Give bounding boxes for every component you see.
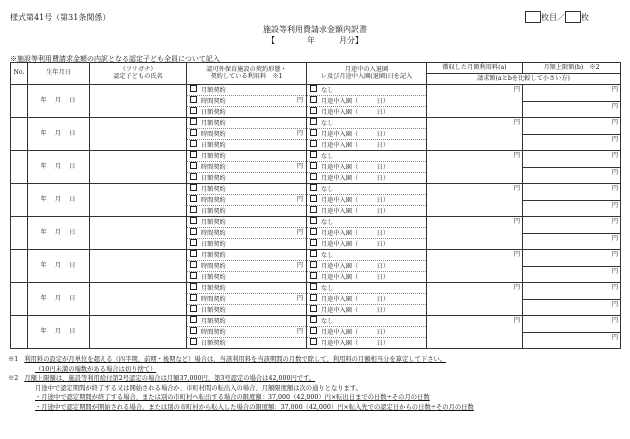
child-name-cell[interactable] bbox=[90, 85, 187, 118]
table-row bbox=[11, 283, 621, 316]
col-move-line2: レ及び月途中入園(退園)日を記入 bbox=[320, 72, 413, 80]
claim-amount-field[interactable] bbox=[523, 267, 620, 282]
move-option-label: なし bbox=[321, 318, 334, 325]
col-fee: 徴収した月額利用料(a) bbox=[427, 63, 523, 74]
contract-option bbox=[187, 261, 306, 272]
move-option bbox=[307, 294, 426, 305]
page-total-box[interactable] bbox=[565, 11, 581, 23]
move-option bbox=[307, 338, 426, 348]
contract-option-label: 日額契約 bbox=[201, 175, 226, 182]
col-move-line1: 月途中の入退園 bbox=[344, 65, 389, 73]
monthly-cap-field[interactable] bbox=[523, 85, 620, 102]
yen-unit: 円 bbox=[296, 97, 303, 104]
move-option-label: 月途中入園（ 日） bbox=[321, 263, 390, 270]
child-name-cell[interactable] bbox=[90, 283, 187, 316]
note-2-bullet-1-text: ・月途中で認定期間が終了する場合、または別の市町村へ転出する場合の限度額：37,000（42,000）円×転出日までの日数÷その月の日数 bbox=[35, 394, 430, 401]
contract-option-label: 月額契約 bbox=[201, 252, 226, 259]
checkbox-icon[interactable] bbox=[190, 316, 197, 323]
col-claim: 請求額(aとbを比較して小さい方) bbox=[427, 74, 621, 85]
note-2-bullet-2-text: ・月途中で認定期間が開始される場合、または別の市町村から転入した場合の限度額：37,000（42,000）円×転入先での認定日からの日数÷その月の日数 bbox=[35, 403, 474, 411]
contract-type-cell bbox=[187, 151, 307, 184]
move-option-label: 月途中入園（ 日） bbox=[321, 241, 390, 248]
yen-unit: 円 bbox=[611, 301, 618, 308]
checkbox-icon[interactable] bbox=[310, 272, 317, 279]
note-1-text: 利用料の設定が月単位を超える（四半期、前期・後期など）場合は、当該利用料を当該期間の月数で除して、利用料の月額相当分を算定して下さい。 bbox=[24, 356, 447, 363]
yen-unit: 円 bbox=[611, 284, 618, 291]
birth-date-cell[interactable]: 年 月 日 bbox=[28, 250, 90, 283]
checkbox-icon[interactable] bbox=[310, 96, 317, 103]
move-option bbox=[307, 305, 426, 315]
contract-type-cell bbox=[187, 217, 307, 250]
contract-option bbox=[187, 316, 306, 327]
contract-option bbox=[187, 338, 306, 348]
contract-option-label: 日額契約 bbox=[201, 340, 226, 347]
move-in-out-cell bbox=[307, 85, 427, 118]
checkbox-icon[interactable] bbox=[310, 239, 317, 246]
move-option bbox=[307, 250, 426, 261]
cap-and-claim-cell bbox=[523, 151, 621, 184]
move-option bbox=[307, 173, 426, 183]
yen-unit: 円 bbox=[296, 130, 303, 137]
move-option-label: なし bbox=[321, 285, 334, 292]
checkbox-icon[interactable] bbox=[310, 228, 317, 235]
move-option-label: なし bbox=[321, 219, 334, 226]
breakdown-table bbox=[10, 62, 621, 349]
fee-collected-cell[interactable] bbox=[427, 151, 523, 184]
cap-and-claim-cell bbox=[523, 184, 621, 217]
yen-unit: 円 bbox=[296, 295, 303, 302]
cap-and-claim-cell bbox=[523, 283, 621, 316]
yen-unit: 円 bbox=[611, 86, 618, 93]
yen-unit: 円 bbox=[513, 152, 520, 159]
note-2-bullet-1 bbox=[8, 393, 628, 403]
child-name-cell[interactable] bbox=[90, 250, 187, 283]
move-option bbox=[307, 96, 426, 107]
contract-option-label: 月額契約 bbox=[201, 153, 226, 160]
contract-option bbox=[187, 217, 306, 228]
checkbox-icon[interactable] bbox=[190, 261, 197, 268]
checkbox-icon[interactable] bbox=[190, 184, 197, 191]
checkbox-icon[interactable] bbox=[310, 327, 317, 334]
checkbox-icon[interactable] bbox=[190, 162, 197, 169]
checkbox-icon[interactable] bbox=[190, 228, 197, 235]
checkbox-icon[interactable] bbox=[310, 184, 317, 191]
move-option-label: 月途中入園（ 日） bbox=[321, 340, 390, 347]
note-2-bullet-2 bbox=[8, 403, 628, 413]
yen-unit: 円 bbox=[296, 328, 303, 335]
contract-option bbox=[187, 85, 306, 96]
col-move bbox=[307, 63, 427, 85]
contract-option bbox=[187, 250, 306, 261]
move-option bbox=[307, 228, 426, 239]
checkbox-icon[interactable] bbox=[190, 85, 197, 92]
move-option-label: 月途中入園（ 日） bbox=[321, 142, 390, 149]
yen-unit: 円 bbox=[611, 119, 618, 126]
contract-option-label: 時間契約 bbox=[201, 197, 226, 204]
child-name-cell[interactable] bbox=[90, 184, 187, 217]
checkbox-icon[interactable] bbox=[310, 151, 317, 158]
table-row bbox=[11, 217, 621, 250]
move-in-out-cell bbox=[307, 118, 427, 151]
contract-option bbox=[187, 184, 306, 195]
move-option bbox=[307, 140, 426, 150]
move-option bbox=[307, 107, 426, 117]
claim-amount-field[interactable] bbox=[523, 201, 620, 216]
contract-option-label: 月額契約 bbox=[201, 285, 226, 292]
claim-amount-field[interactable] bbox=[523, 234, 620, 249]
move-option bbox=[307, 327, 426, 338]
col-name bbox=[90, 63, 187, 85]
col-contract-line2: 契約している利用料 ※1 bbox=[210, 72, 283, 80]
yen-unit: 円 bbox=[513, 251, 520, 258]
move-option bbox=[307, 162, 426, 173]
intro-note: ※施設等利用費請求金額の内訳となる認定子ども全員について記入 bbox=[10, 55, 220, 63]
col-contract bbox=[187, 63, 307, 85]
move-in-out-cell bbox=[307, 250, 427, 283]
checkbox-icon[interactable] bbox=[190, 294, 197, 301]
checkbox-icon[interactable] bbox=[310, 261, 317, 268]
yen-unit: 円 bbox=[611, 185, 618, 192]
checkbox-icon[interactable] bbox=[190, 118, 197, 125]
child-name-cell[interactable] bbox=[90, 151, 187, 184]
contract-type-cell bbox=[187, 118, 307, 151]
fee-collected-cell[interactable] bbox=[427, 184, 523, 217]
cap-and-claim-cell bbox=[523, 250, 621, 283]
col-name-label: 認定子どもの氏名 bbox=[113, 72, 163, 80]
checkbox-icon[interactable] bbox=[190, 129, 197, 136]
cap-and-claim-cell bbox=[523, 316, 621, 349]
checkbox-icon[interactable] bbox=[190, 272, 197, 279]
contract-option bbox=[187, 118, 306, 129]
checkbox-icon[interactable] bbox=[190, 217, 197, 224]
move-option bbox=[307, 184, 426, 195]
contract-type-cell bbox=[187, 283, 307, 316]
contract-option-label: 時間契約 bbox=[201, 230, 226, 237]
move-option-label: 月途中入園（ 日） bbox=[321, 208, 390, 215]
checkbox-icon[interactable] bbox=[310, 283, 317, 290]
child-name-cell[interactable] bbox=[90, 316, 187, 349]
contract-option bbox=[187, 206, 306, 216]
page-counter bbox=[525, 11, 589, 23]
contract-option bbox=[187, 228, 306, 239]
row-number-cell[interactable] bbox=[11, 283, 28, 316]
move-option bbox=[307, 217, 426, 228]
contract-option-label: 日額契約 bbox=[201, 241, 226, 248]
yen-unit: 円 bbox=[296, 196, 303, 203]
move-option bbox=[307, 195, 426, 206]
page-suffix-1: 枚目／ bbox=[541, 12, 565, 22]
yen-unit: 円 bbox=[611, 152, 618, 159]
cap-and-claim-cell bbox=[523, 217, 621, 250]
yen-unit: 円 bbox=[513, 119, 520, 126]
contract-type-cell bbox=[187, 184, 307, 217]
contract-option-label: 日額契約 bbox=[201, 307, 226, 314]
contract-option-label: 時間契約 bbox=[201, 329, 226, 336]
move-option bbox=[307, 118, 426, 129]
birth-date-cell[interactable]: 年 月 日 bbox=[28, 316, 90, 349]
move-option-label: 月途中入園（ 日） bbox=[321, 175, 390, 182]
col-birth: 生年月日 bbox=[28, 63, 90, 85]
checkbox-icon[interactable] bbox=[190, 305, 197, 312]
contract-option bbox=[187, 272, 306, 282]
note-1-sub-text: （10円未満の端数がある場合は切り捨て） bbox=[35, 365, 157, 373]
note-1 bbox=[8, 355, 628, 365]
monthly-cap-field[interactable] bbox=[523, 250, 620, 267]
cap-and-claim-cell bbox=[523, 85, 621, 118]
yen-unit: 円 bbox=[611, 251, 618, 258]
checkbox-icon[interactable] bbox=[310, 162, 317, 169]
monthly-cap-field[interactable] bbox=[523, 217, 620, 234]
move-option-label: なし bbox=[321, 186, 334, 193]
contract-type-cell bbox=[187, 250, 307, 283]
table-row bbox=[11, 118, 621, 151]
move-option-label: 月途中入園（ 日） bbox=[321, 109, 390, 116]
birth-date-cell[interactable]: 年 月 日 bbox=[28, 151, 90, 184]
form-number: 様式第41号（第31条関係） bbox=[10, 13, 111, 22]
row-number-cell[interactable] bbox=[11, 118, 28, 151]
contract-option-label: 月額契約 bbox=[201, 318, 226, 325]
contract-option bbox=[187, 96, 306, 107]
move-option-label: 月途中入園（ 日） bbox=[321, 98, 390, 105]
row-number-cell[interactable] bbox=[11, 151, 28, 184]
claim-amount-field[interactable] bbox=[523, 300, 620, 315]
claim-amount-field[interactable] bbox=[523, 168, 620, 183]
move-option-label: 月途中入園（ 日） bbox=[321, 274, 390, 281]
col-no: No. bbox=[11, 63, 28, 85]
yen-unit: 円 bbox=[513, 317, 520, 324]
checkbox-icon[interactable] bbox=[310, 140, 317, 147]
checkbox-icon[interactable] bbox=[190, 239, 197, 246]
checkbox-icon[interactable] bbox=[310, 305, 317, 312]
contract-option-label: 日額契約 bbox=[201, 274, 226, 281]
checkbox-icon[interactable] bbox=[310, 85, 317, 92]
birth-date-cell[interactable]: 年 月 日 bbox=[28, 217, 90, 250]
page-suffix-2: 枚 bbox=[581, 12, 589, 22]
contract-option-label: 時間契約 bbox=[201, 98, 226, 105]
row-number-cell[interactable] bbox=[11, 250, 28, 283]
fee-collected-cell[interactable] bbox=[427, 316, 523, 349]
fee-collected-cell[interactable] bbox=[427, 217, 523, 250]
fee-collected-cell[interactable] bbox=[427, 118, 523, 151]
fee-collected-cell[interactable] bbox=[427, 85, 523, 118]
checkbox-icon[interactable] bbox=[310, 217, 317, 224]
contract-option bbox=[187, 140, 306, 150]
move-option bbox=[307, 206, 426, 216]
contract-option bbox=[187, 305, 306, 315]
page-number-box[interactable] bbox=[525, 11, 541, 23]
checkbox-icon[interactable] bbox=[310, 195, 317, 202]
yen-unit: 円 bbox=[611, 136, 618, 143]
move-option-label: なし bbox=[321, 153, 334, 160]
contract-option bbox=[187, 294, 306, 305]
monthly-cap-field[interactable] bbox=[523, 151, 620, 168]
checkbox-icon[interactable] bbox=[190, 151, 197, 158]
yen-unit: 円 bbox=[611, 235, 618, 242]
checkbox-icon[interactable] bbox=[310, 129, 317, 136]
checkbox-icon[interactable] bbox=[190, 327, 197, 334]
checkbox-icon[interactable] bbox=[190, 338, 197, 345]
note-2-sub: 月途中で認定期間が終了する又は開始される場合か、市町村間の転出入の場合、月額限度額は次の通りとなります。 bbox=[35, 384, 362, 392]
yen-unit: 円 bbox=[296, 229, 303, 236]
checkbox-icon[interactable] bbox=[190, 173, 197, 180]
table-row bbox=[11, 184, 621, 217]
checkbox-icon[interactable] bbox=[310, 338, 317, 345]
move-in-out-cell bbox=[307, 316, 427, 349]
yen-unit: 円 bbox=[296, 262, 303, 269]
move-option-label: なし bbox=[321, 87, 334, 94]
move-in-out-cell bbox=[307, 283, 427, 316]
child-name-cell[interactable] bbox=[90, 217, 187, 250]
move-option-label: 月途中入園（ 日） bbox=[321, 296, 390, 303]
table-row bbox=[11, 316, 621, 349]
checkbox-icon[interactable] bbox=[310, 250, 317, 257]
table-row bbox=[11, 250, 621, 283]
contract-type-cell bbox=[187, 316, 307, 349]
move-option-label: 月途中入園（ 日） bbox=[321, 131, 390, 138]
monthly-cap-field[interactable] bbox=[523, 283, 620, 300]
row-number-cell[interactable] bbox=[11, 184, 28, 217]
move-option bbox=[307, 239, 426, 249]
contract-option-label: 日額契約 bbox=[201, 142, 226, 149]
cap-and-claim-cell bbox=[523, 118, 621, 151]
move-option bbox=[307, 272, 426, 282]
yen-unit: 円 bbox=[611, 317, 618, 324]
col-contract-line1: 認可外保育施設の契約形態・ bbox=[206, 65, 287, 73]
yen-unit: 円 bbox=[513, 185, 520, 192]
move-option-label: 月途中入園（ 日） bbox=[321, 307, 390, 314]
yen-unit: 円 bbox=[611, 202, 618, 209]
table-row bbox=[11, 151, 621, 184]
checkbox-icon[interactable] bbox=[310, 294, 317, 301]
checkbox-icon[interactable] bbox=[310, 316, 317, 323]
contract-option-label: 日額契約 bbox=[201, 208, 226, 215]
move-in-out-cell bbox=[307, 151, 427, 184]
col-cap: 月額上限額(b) ※2 bbox=[523, 63, 621, 74]
note-1-sub bbox=[8, 365, 628, 375]
checkbox-icon[interactable] bbox=[310, 107, 317, 114]
monthly-cap-field[interactable] bbox=[523, 118, 620, 135]
fee-collected-cell[interactable] bbox=[427, 283, 523, 316]
checkbox-icon[interactable] bbox=[190, 283, 197, 290]
move-option bbox=[307, 129, 426, 140]
checkbox-icon[interactable] bbox=[190, 96, 197, 103]
contract-option bbox=[187, 129, 306, 140]
move-option-label: 月途中入園（ 日） bbox=[321, 230, 390, 237]
claim-amount-field[interactable] bbox=[523, 135, 620, 150]
yen-unit: 円 bbox=[611, 268, 618, 275]
row-number-cell[interactable] bbox=[11, 85, 28, 118]
contract-option-label: 時間契約 bbox=[201, 164, 226, 171]
contract-option-label: 月額契約 bbox=[201, 87, 226, 94]
contract-option-label: 時間契約 bbox=[201, 296, 226, 303]
checkbox-icon[interactable] bbox=[310, 206, 317, 213]
yen-unit: 円 bbox=[611, 334, 618, 341]
footnotes bbox=[8, 355, 628, 412]
contract-option bbox=[187, 195, 306, 206]
child-name-cell[interactable] bbox=[90, 118, 187, 151]
note-1-mark: ※1 bbox=[8, 356, 19, 363]
move-option bbox=[307, 261, 426, 272]
birth-date-cell[interactable]: 年 月 日 bbox=[28, 118, 90, 151]
yen-unit: 円 bbox=[513, 218, 520, 225]
yen-unit: 円 bbox=[513, 284, 520, 291]
move-option-label: 月途中入園（ 日） bbox=[321, 197, 390, 204]
note-2 bbox=[8, 374, 628, 384]
contract-option-label: 時間契約 bbox=[201, 131, 226, 138]
checkbox-icon[interactable] bbox=[310, 118, 317, 125]
checkbox-icon[interactable] bbox=[190, 206, 197, 213]
contract-option bbox=[187, 151, 306, 162]
move-option-label: なし bbox=[321, 120, 334, 127]
contract-option bbox=[187, 107, 306, 117]
move-option bbox=[307, 85, 426, 96]
col-name-kana: （フリガナ） bbox=[119, 65, 157, 73]
contract-type-cell bbox=[187, 85, 307, 118]
checkbox-icon[interactable] bbox=[190, 195, 197, 202]
yen-unit: 円 bbox=[611, 103, 618, 110]
yen-unit: 円 bbox=[513, 86, 520, 93]
note-2-mark: ※2 bbox=[8, 375, 19, 382]
birth-date-cell[interactable]: 年 月 日 bbox=[28, 283, 90, 316]
monthly-cap-field[interactable] bbox=[523, 316, 620, 333]
contract-option-label: 日額契約 bbox=[201, 109, 226, 116]
checkbox-icon[interactable] bbox=[190, 107, 197, 114]
birth-date-cell[interactable]: 年 月 日 bbox=[28, 184, 90, 217]
move-option bbox=[307, 151, 426, 162]
row-number-cell[interactable] bbox=[11, 316, 28, 349]
row-number-cell[interactable] bbox=[11, 217, 28, 250]
birth-date-cell[interactable]: 年 月 日 bbox=[28, 85, 90, 118]
claim-amount-field[interactable] bbox=[523, 102, 620, 117]
contract-option-label: 月額契約 bbox=[201, 219, 226, 226]
yen-unit: 円 bbox=[296, 163, 303, 170]
move-in-out-cell bbox=[307, 217, 427, 250]
contract-option-label: 月額契約 bbox=[201, 186, 226, 193]
document-title: 施設等利用費請求金額内訳書 bbox=[263, 25, 367, 34]
contract-option bbox=[187, 239, 306, 249]
yen-unit: 円 bbox=[611, 218, 618, 225]
monthly-cap-field[interactable] bbox=[523, 184, 620, 201]
contract-option bbox=[187, 327, 306, 338]
contract-option-label: 月額契約 bbox=[201, 120, 226, 127]
move-option-label: 月途中入園（ 日） bbox=[321, 164, 390, 171]
contract-option bbox=[187, 173, 306, 183]
contract-option-label: 時間契約 bbox=[201, 263, 226, 270]
move-option bbox=[307, 283, 426, 294]
move-option-label: なし bbox=[321, 252, 334, 259]
yen-unit: 円 bbox=[611, 169, 618, 176]
move-option-label: 月途中入園（ 日） bbox=[321, 329, 390, 336]
checkbox-icon[interactable] bbox=[310, 173, 317, 180]
move-in-out-cell bbox=[307, 184, 427, 217]
checkbox-icon[interactable] bbox=[190, 140, 197, 147]
billing-period: 【 年 月分】 bbox=[267, 36, 363, 45]
claim-amount-field[interactable] bbox=[523, 333, 620, 348]
contract-option bbox=[187, 162, 306, 173]
table-row bbox=[11, 85, 621, 118]
checkbox-icon[interactable] bbox=[190, 250, 197, 257]
contract-option bbox=[187, 283, 306, 294]
fee-collected-cell[interactable] bbox=[427, 250, 523, 283]
move-option bbox=[307, 316, 426, 327]
note-2-text: 月額上限額は、施設等利用給付第2号認定の場合は月額37,000円、第3号認定の場合は42,000円です。 bbox=[24, 375, 316, 382]
